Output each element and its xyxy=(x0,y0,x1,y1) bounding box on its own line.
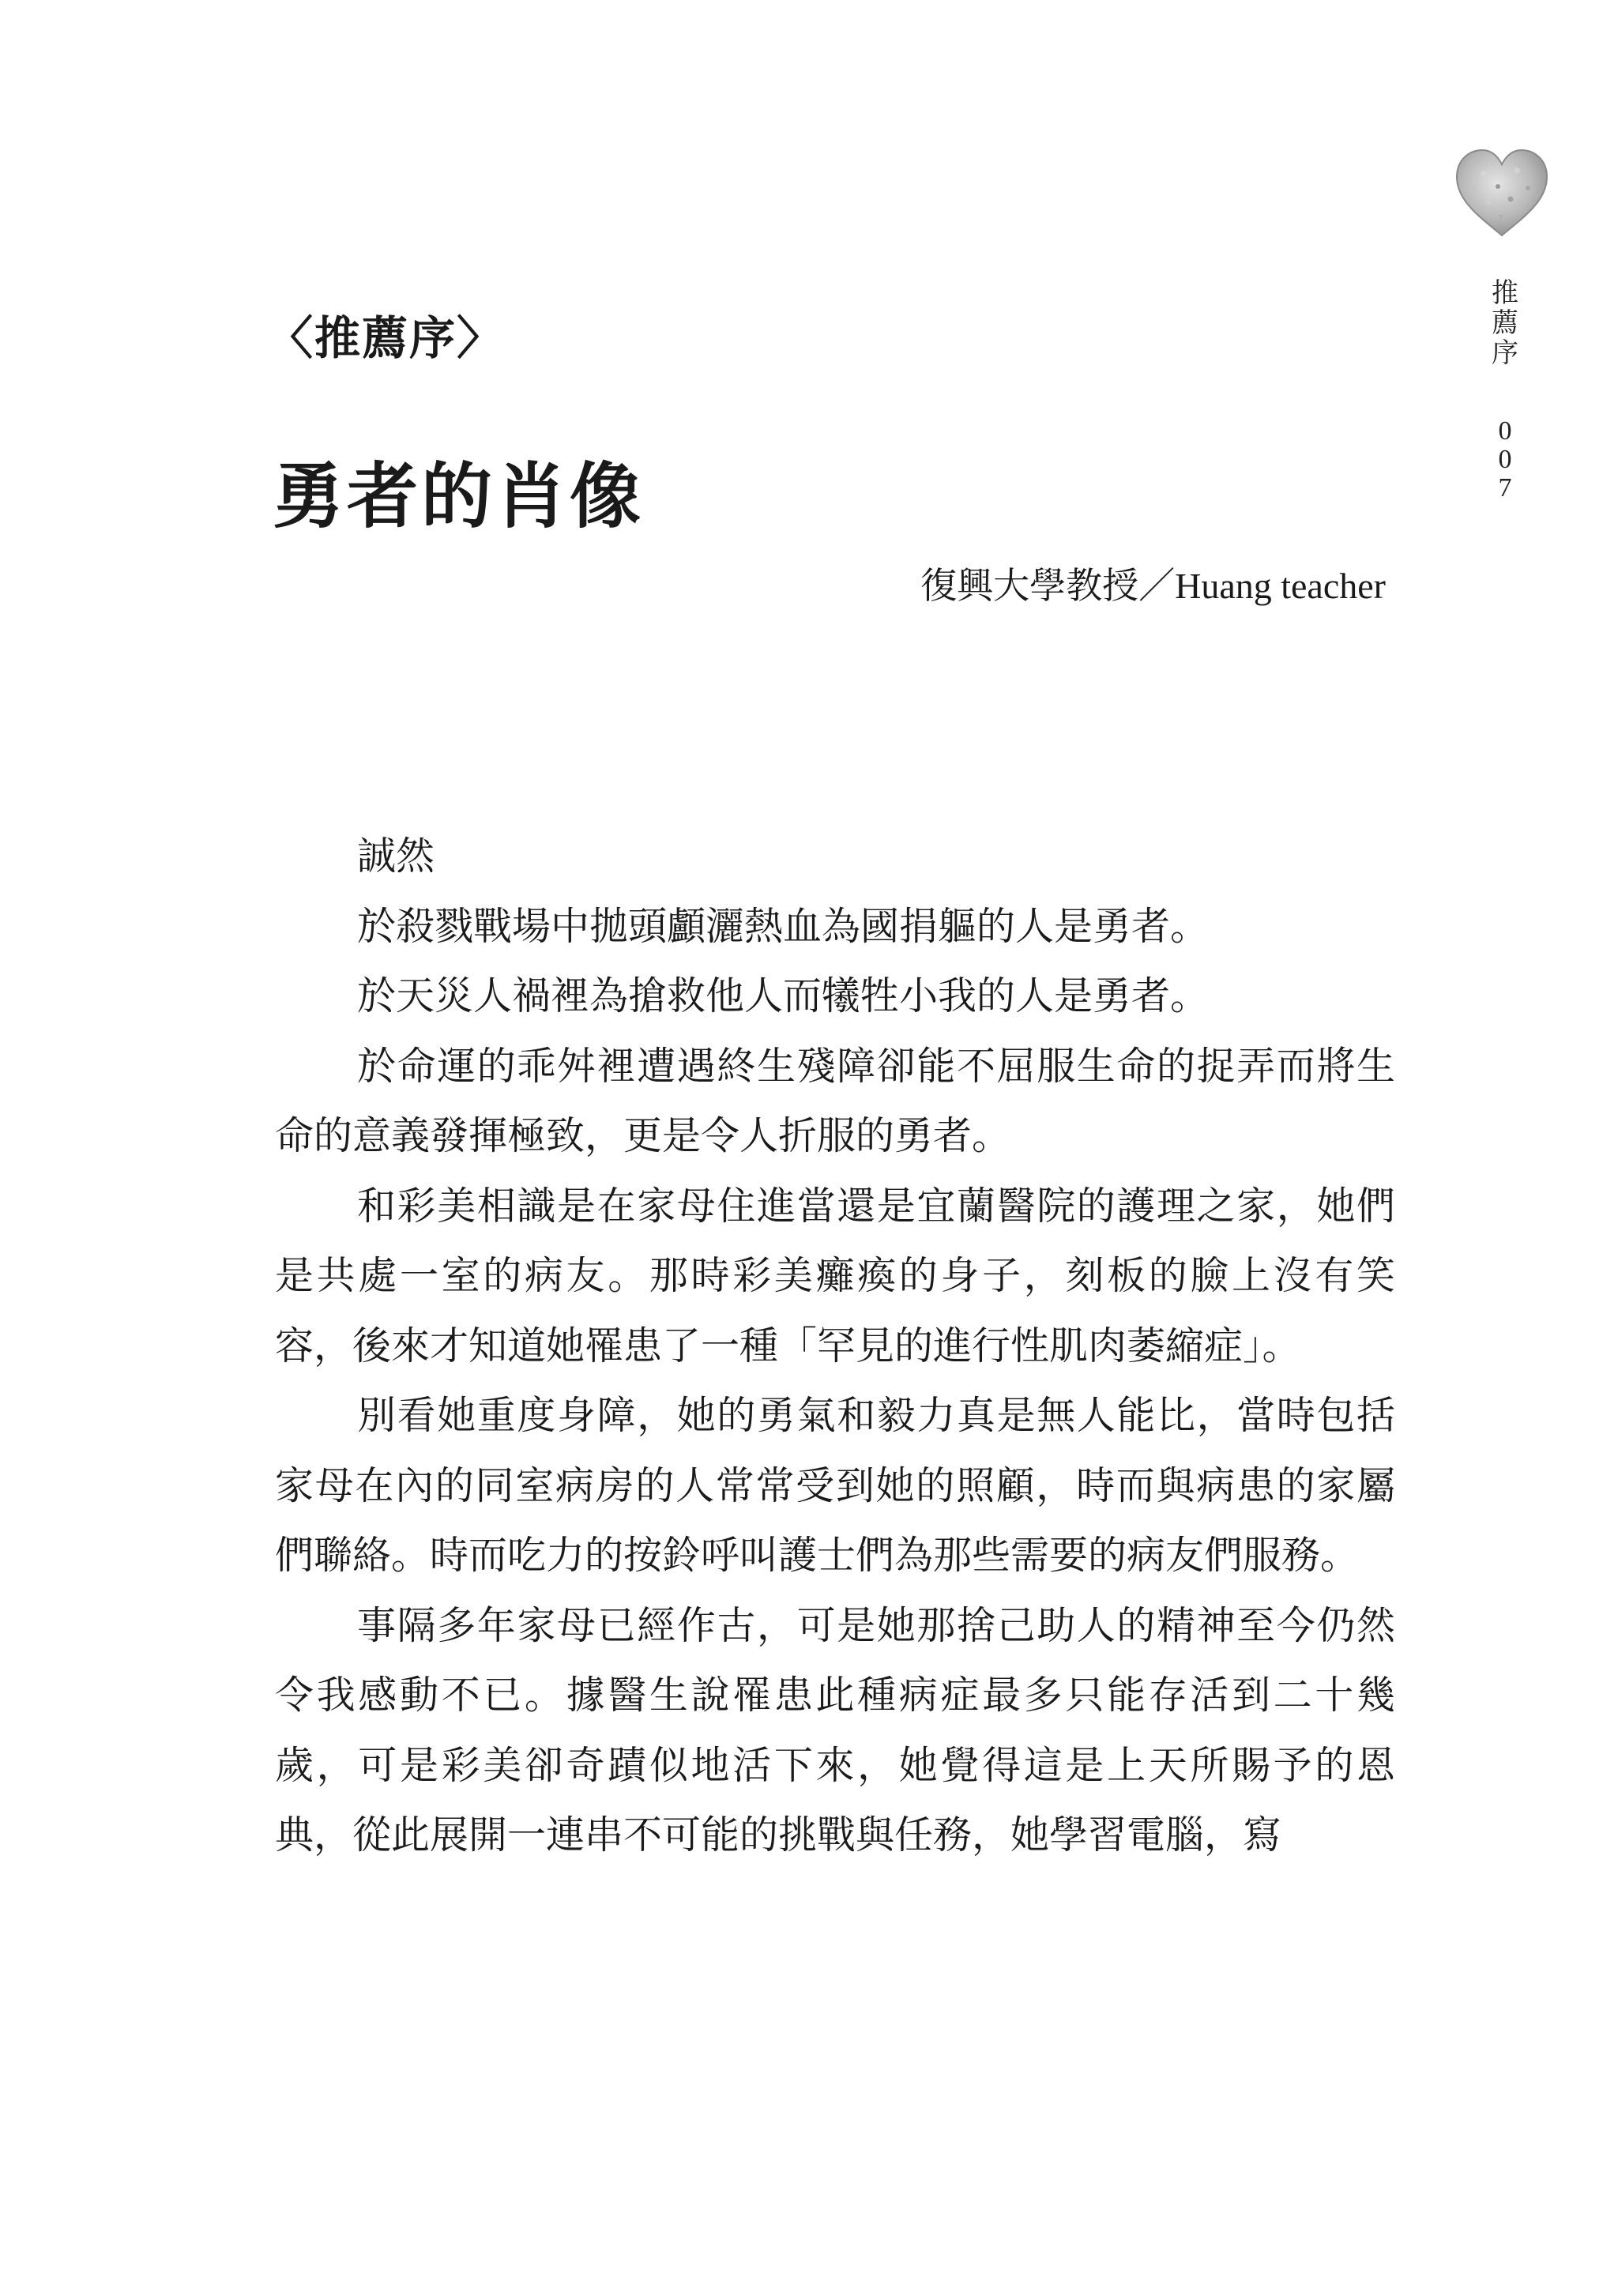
author-byline xyxy=(920,559,1386,612)
side-tab-char: 序 xyxy=(1492,337,1518,369)
paragraph: 於命運的乖舛裡遭遇終生殘障卻能不屈服生命的捉弄而將生命的意義發揮極致，更是令人折服的勇者。 xyxy=(275,1043,1395,1158)
author-affiliation: 復興大學教授／ xyxy=(920,564,1176,607)
page-title: 勇者的肖像 xyxy=(273,454,644,538)
page-number xyxy=(1485,417,1525,502)
side-tab-char: 薦 xyxy=(1492,307,1518,339)
paragraph: 誠然 xyxy=(357,834,435,879)
paragraph: 於天災人禍裡為搶救他人而犧牲小我的人是勇者。 xyxy=(357,973,1210,1018)
page-number-digit: 0 xyxy=(1498,445,1512,474)
paragraph: 和彩美相識是在家母住進當還是宜蘭醫院的護理之家，她們是共處一室的病友。那時彩美癱瘓的身子，刻板的臉上沒有笑容，後來才知道她罹患了一種「罕見的進行性肌肉萎縮症」。 xyxy=(275,1183,1395,1368)
side-tab-char: 推 xyxy=(1492,277,1518,309)
paragraph: 於殺戮戰場中拋頭顱灑熱血為國捐軀的人是勇者。 xyxy=(357,903,1210,949)
paragraph: 事隔多年家母已經作古，可是她那捨己助人的精神至今仍然令我感動不已。據醫生說罹患此種病症最多只能存活到二十幾歲，可是彩美卻奇蹟似地活下來，她覺得這是上天所賜予的恩典，從此展開一連串不可能的挑戰與任務，她學習電腦，寫 xyxy=(275,1602,1395,1858)
page-number-digit: 0 xyxy=(1498,416,1512,446)
body-text xyxy=(275,822,1395,1871)
paragraph: 別看她重度身障，她的勇氣和毅力真是無人能比，當時包括家母在內的同室病房的人常常受到她的照顧，時而與病患的家屬們聯絡。時而吃力的按鈴呼叫護士們為那些需要的病友們服務。 xyxy=(275,1393,1395,1578)
heart-icon xyxy=(1452,147,1552,240)
section-label: 〈推薦序〉 xyxy=(267,311,505,365)
side-tab-section-name xyxy=(1485,278,1525,368)
page-number-digit: 7 xyxy=(1498,473,1512,502)
author-name: Huang teacher xyxy=(1175,566,1386,606)
